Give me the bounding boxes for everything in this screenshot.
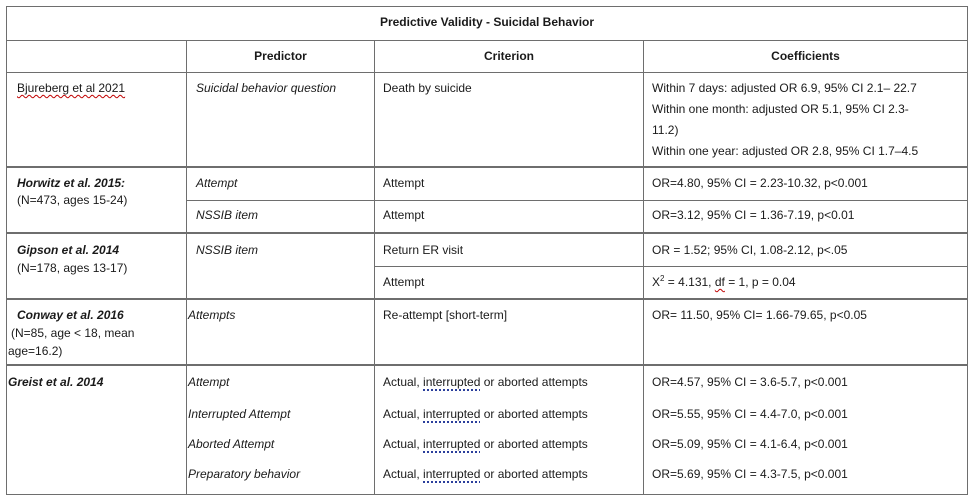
row-divider <box>6 40 968 41</box>
header-criterion: Criterion <box>483 49 534 63</box>
criterion-cell: Attempt <box>383 275 425 289</box>
criterion-cell <box>383 434 588 454</box>
study-name: Bjureberg et al 2021 <box>17 81 126 95</box>
chi-square-superscript: 2 <box>660 274 665 283</box>
coefficient-cell: OR=5.09, 95% CI = 4.1-6.4, p<0.001 <box>652 437 848 451</box>
criterion-text: or aborted attempts <box>480 407 588 421</box>
predictor-cell: Attempt <box>196 176 238 190</box>
coefficient-cell: OR=5.55, 95% CI = 4.4-7.0, p<0.001 <box>652 407 848 421</box>
criterion-cell <box>383 404 588 424</box>
predictor-cell: Attempts <box>188 308 236 322</box>
criterion-cell: Return ER visit <box>383 243 464 257</box>
chi-square-value: = 4.131, <box>664 275 715 289</box>
header-predictor: Predictor <box>254 49 307 63</box>
criterion-cell: Attempt <box>383 208 425 222</box>
criterion-marked-word: interrupted <box>423 467 481 481</box>
table-title: Predictive Validity - Suicidal Behavior <box>379 15 595 29</box>
predictor-cell: NSSIB item <box>196 243 259 257</box>
study-note: (N=178, ages 13-17) <box>17 261 128 275</box>
coefficient-cell: OR=4.80, 95% CI = 2.23-10.32, p<0.001 <box>652 176 868 190</box>
predictor-cell: Interrupted Attempt <box>188 407 291 421</box>
criterion-marked-word: interrupted <box>423 407 481 421</box>
predictor-cell: NSSIB item <box>196 208 259 222</box>
row-divider <box>374 266 968 267</box>
criterion-marked-word: interrupted <box>423 375 481 389</box>
predictor-cell: Attempt <box>188 375 230 389</box>
row-divider <box>6 72 968 73</box>
column-divider <box>374 40 375 495</box>
predictor-cell: Preparatory behavior <box>188 467 301 481</box>
study-note: (N=85, age < 18, mean <box>11 326 135 340</box>
table-border <box>6 494 968 495</box>
row-divider <box>6 298 968 300</box>
coefficient-line: Within 7 days: adjusted OR 6.9, 95% CI 2.1– 22.7 <box>652 81 917 95</box>
criterion-marked-word: interrupted <box>423 437 481 451</box>
chi-square-symbol: X <box>652 275 661 289</box>
column-divider <box>186 40 187 495</box>
coefficient-cell: OR = 1.52; 95% CI, 1.08-2.12, p<.05 <box>652 243 848 257</box>
coefficient-cell: OR= 11.50, 95% CI= 1.66-79.65, p<0.05 <box>652 308 867 322</box>
criterion-cell <box>383 372 588 392</box>
coefficient-line: Within one year: adjusted OR 2.8, 95% CI 1.7–4.5 <box>652 144 919 158</box>
criterion-text: Actual, <box>383 467 424 481</box>
study-note: age=16.2) <box>8 344 63 358</box>
table-border <box>967 6 968 495</box>
criterion-text: Actual, <box>383 437 424 451</box>
coefficient-cell <box>652 272 796 292</box>
criterion-cell <box>383 464 588 484</box>
row-divider <box>6 364 968 366</box>
study-note: (N=473, ages 15-24) <box>17 193 128 207</box>
header-coefficients: Coefficients <box>771 49 840 63</box>
degrees-of-freedom-label: df <box>714 275 725 289</box>
criterion-text: or aborted attempts <box>480 437 588 451</box>
p-value: = 1, p = 0.04 <box>724 275 796 289</box>
table-border <box>6 6 968 7</box>
row-divider <box>6 232 968 234</box>
study-name: Gipson et al. 2014 <box>17 243 120 257</box>
predictor-cell: Suicidal behavior question <box>196 81 337 95</box>
coefficient-cell: OR=3.12, 95% CI = 1.36-7.19, p<0.01 <box>652 208 855 222</box>
predictor-cell: Aborted Attempt <box>188 437 275 451</box>
coefficient-line: 11.2) <box>652 123 679 137</box>
row-divider <box>186 200 968 201</box>
criterion-text: Actual, <box>383 375 424 389</box>
table-border <box>6 6 7 495</box>
study-name: Horwitz et al. 2015: <box>17 176 126 190</box>
study-name: Conway et al. 2016 <box>17 308 124 322</box>
criterion-cell: Re-attempt [short-term] <box>383 308 508 322</box>
coefficient-cell: OR=4.57, 95% CI = 3.6-5.7, p<0.001 <box>652 375 848 389</box>
criterion-cell: Attempt <box>383 176 425 190</box>
column-divider <box>643 40 644 495</box>
study-name: Greist et al. 2014 <box>8 375 104 389</box>
coefficient-cell: OR=5.69, 95% CI = 4.3-7.5, p<0.001 <box>652 467 848 481</box>
row-divider <box>6 166 968 168</box>
criterion-text: or aborted attempts <box>480 375 588 389</box>
coefficient-line: Within one month: adjusted OR 5.1, 95% CI 2.3- <box>652 102 909 116</box>
criterion-text: or aborted attempts <box>480 467 588 481</box>
criterion-text: Actual, <box>383 407 424 421</box>
criterion-cell: Death by suicide <box>383 81 472 95</box>
